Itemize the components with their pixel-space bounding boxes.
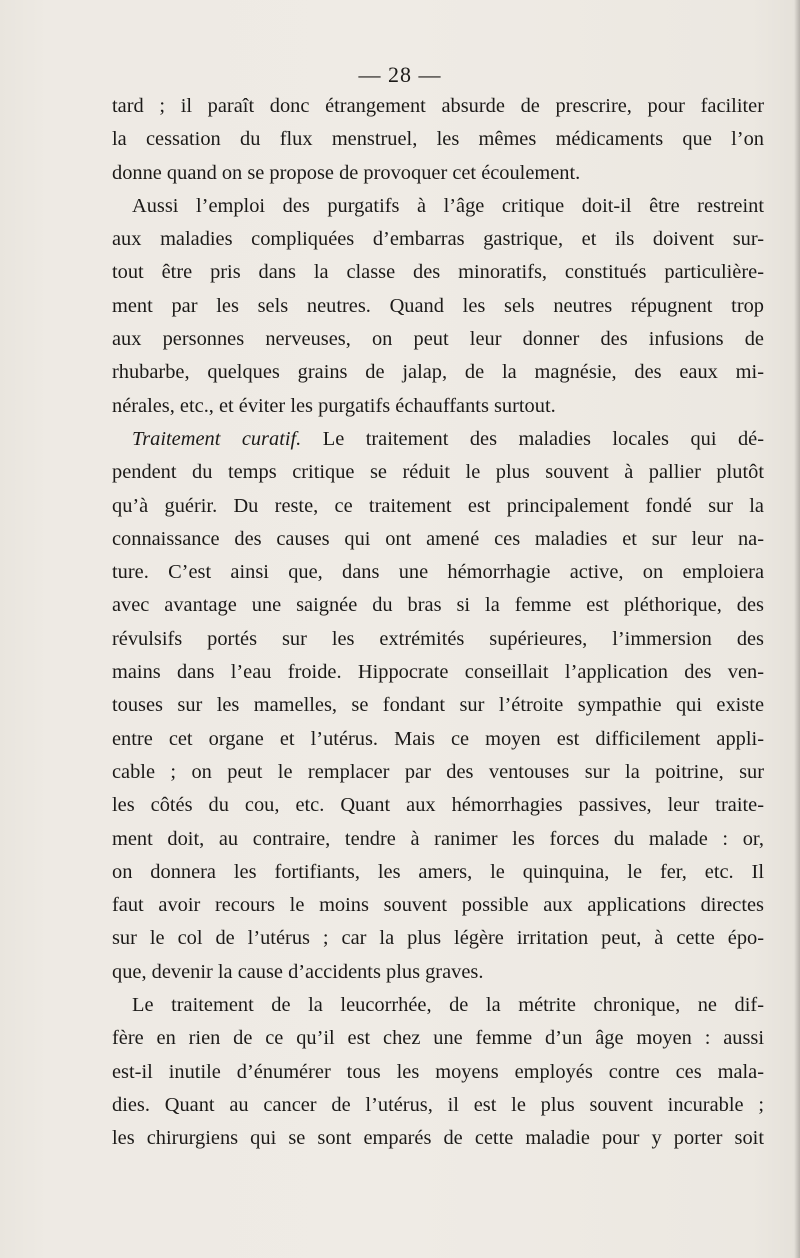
line-text: fère en rien de ce qu’il est chez une femme d’un âge moyen : aussi [112, 1027, 764, 1050]
text-line [112, 490, 764, 523]
line-text: cable ; on peut le remplacer par des ventouses sur la poitrine, sur [112, 760, 764, 783]
text-line [112, 756, 764, 789]
text-line [112, 256, 764, 289]
line-text: les côtés du cou, etc. Quant aux hémorrhagies passives, leur traite- [112, 794, 764, 817]
line-text: qu’à guérir. Du reste, ce traitement est principalement fondé sur la [112, 494, 764, 517]
line-text: Le traitement des maladies locales qui dé- [301, 427, 764, 450]
text-line [112, 223, 764, 256]
text-line [112, 1122, 764, 1155]
text-line [112, 190, 764, 223]
line-text: ment doit, au contraire, tendre à ranimer les forces du malade : or, [112, 827, 764, 850]
text-line [112, 1056, 764, 1089]
text-line [112, 656, 764, 689]
line-text: tout être pris dans la classe des minoratifs, constitués particulière- [112, 261, 764, 284]
text-line [112, 356, 764, 389]
line-text: pendent du temps critique se réduit le plus souvent à pallier plutôt [112, 461, 764, 484]
text-line [112, 423, 764, 456]
text-line [112, 689, 764, 722]
text-line [112, 290, 764, 323]
text-line [112, 390, 764, 423]
line-text: avec avantage une saignée du bras si la femme est pléthorique, des [112, 594, 764, 617]
line-text: aux maladies compliquées d’embarras gastrique, et ils doivent sur- [112, 228, 764, 251]
line-text: les chirurgiens qui se sont emparés de cette maladie pour y porter soit [112, 1127, 764, 1150]
text-line [112, 456, 764, 489]
line-text: ture. C’est ainsi que, dans une hémorrhagie active, on emploiera [112, 561, 764, 584]
line-text: faut avoir recours le moins souvent possible aux applications directes [112, 894, 764, 917]
line-text: mains dans l’eau froide. Hippocrate conseillait l’application des ven- [112, 661, 764, 684]
section-heading: Traitement curatif. [132, 427, 302, 450]
line-text: Aussi l’emploi des purgatifs à l’âge critique doit-il être restreint [132, 194, 764, 217]
text-line [112, 989, 764, 1022]
text-line [112, 723, 764, 756]
text-line [112, 556, 764, 589]
line-text: Le traitement de la leucorrhée, de la métrite chronique, ne dif- [132, 994, 764, 1017]
text-line [112, 523, 764, 556]
line-text: la cessation du flux menstruel, les mêmes médicaments que l’on [112, 128, 764, 151]
line-text: aux personnes nerveuses, on peut leur donner des infusions de [112, 328, 764, 351]
line-text: que, devenir la cause d’accidents plus graves. [112, 960, 484, 983]
line-text: nérales, etc., et éviter les purgatifs échauffants surtout. [112, 394, 556, 417]
text-line [112, 157, 764, 190]
text-line [112, 323, 764, 356]
text-line [112, 589, 764, 622]
page-number: — 28 — [358, 62, 442, 87]
body-text [112, 90, 764, 1156]
text-line [112, 823, 764, 856]
line-text: est-il inutile d’énumérer tous les moyens employés contre ces mala- [112, 1060, 764, 1083]
text-line [112, 922, 764, 955]
text-line [112, 1089, 764, 1122]
text-line [112, 1022, 764, 1055]
line-text: on donnera les fortifiants, les amers, le quinquina, le fer, etc. Il [112, 860, 764, 883]
line-text: sur le col de l’utérus ; car la plus légère irritation peut, à cette épo- [112, 927, 764, 950]
line-text: touses sur les mamelles, se fondant sur l’étroite sympathie qui existe [112, 694, 764, 717]
text-line [112, 789, 764, 822]
line-text: ment par les sels neutres. Quand les sels neutres répugnent trop [112, 294, 764, 317]
line-text: dies. Quant au cancer de l’utérus, il est le plus souvent incurable ; [112, 1093, 764, 1116]
text-line [112, 623, 764, 656]
line-text: révulsifs portés sur les extrémités supérieures, l’immersion des [112, 627, 764, 650]
text-line [112, 90, 764, 123]
text-line [112, 889, 764, 922]
text-line [112, 956, 764, 989]
line-text: donne quand on se propose de provoquer cet écoulement. [112, 161, 581, 184]
line-text: connaissance des causes qui ont amené ces maladies et sur leur na- [112, 527, 764, 550]
line-text: entre cet organe et l’utérus. Mais ce moyen est difficilement appli- [112, 727, 764, 750]
text-line [112, 123, 764, 156]
line-text: tard ; il paraît donc étrangement absurde de prescrire, pour faciliter [112, 95, 764, 117]
text-line [112, 856, 764, 889]
line-text: rhubarbe, quelques grains de jalap, de la magnésie, des eaux mi- [112, 361, 764, 384]
